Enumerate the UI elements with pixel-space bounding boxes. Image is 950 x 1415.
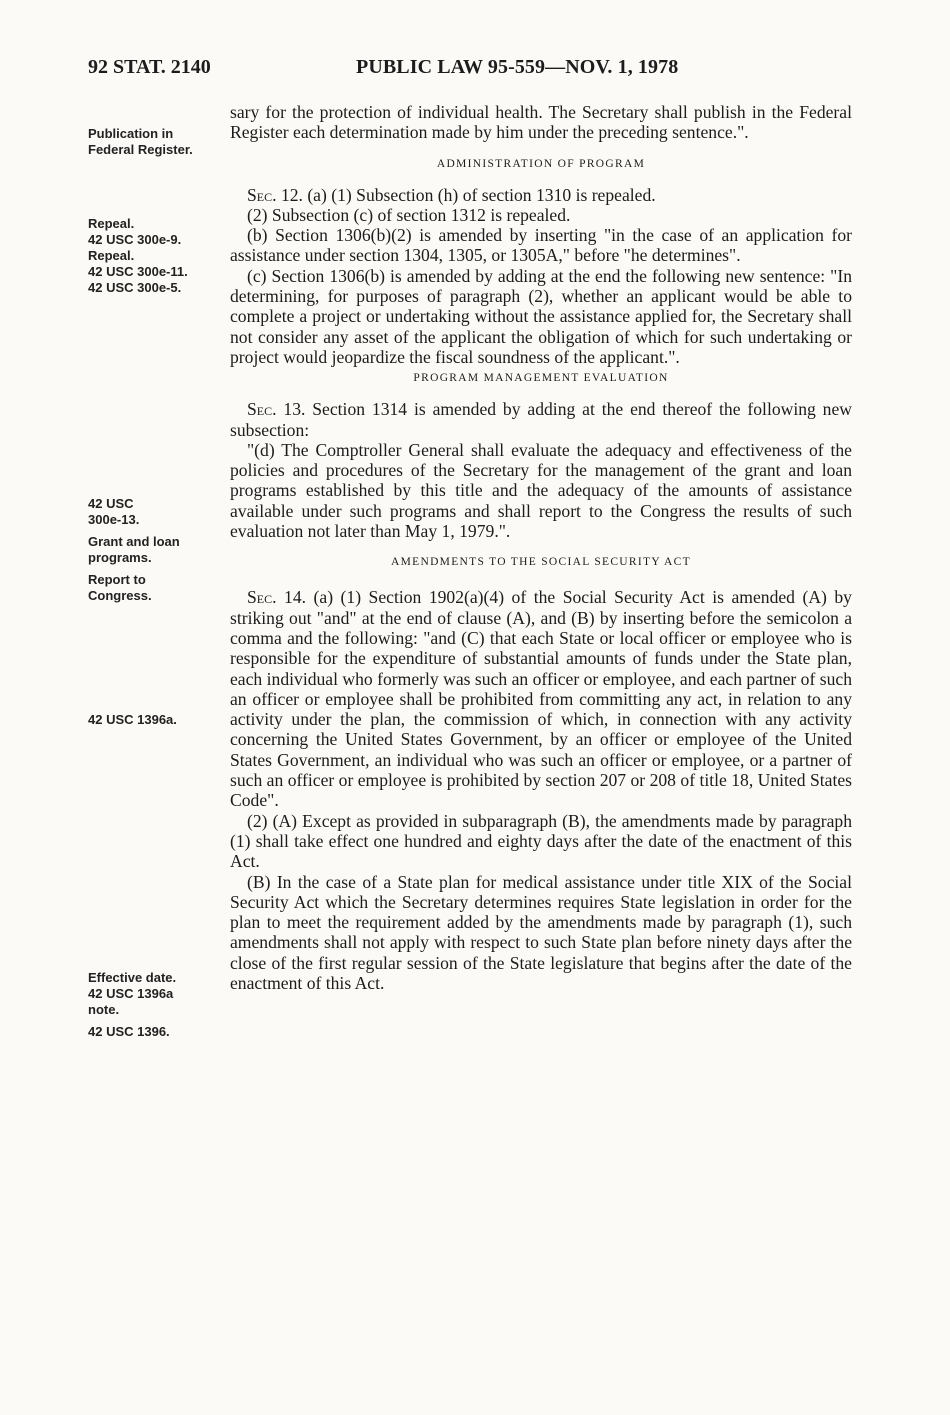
paragraph-text: 12. (a) (1) Subsection (h) of section 1310 is repealed.	[280, 184, 656, 205]
body-text	[230, 102, 852, 993]
margin-note-publication	[88, 126, 218, 158]
margin-note-line: 42 USC 1396.	[88, 1024, 170, 1039]
law-title: PUBLIC LAW 95-559—NOV. 1, 1978	[356, 56, 679, 78]
heading-administration: ADMINISTRATION OF PROGRAM	[436, 157, 646, 170]
paragraph-sec14-a	[230, 587, 852, 810]
margin-note-line: 42 USC 300e-11.	[88, 264, 188, 279]
paragraph-sec13	[230, 399, 852, 440]
heading-social-security: AMENDMENTS TO THE SOCIAL SECURITY ACT	[391, 556, 691, 569]
section-label: Sec.	[247, 587, 277, 608]
paragraph-sec13-d: "(d) The Comptroller General shall evaluate the adequacy and effectiveness of the policies and procedures of the Secretary for the management of the grant and loan programs established by this title and the adequacy of the amounts of assistance available under such programs and shall report to the Congress the results of such evaluation not later than May 1, 1979.".	[230, 439, 852, 542]
paragraph-text: 14. (a) (1) Section 1902(a)(4) of the Social Security Act is amended (A) by striking out "and" at the end of clause (A), and (B) by inserting before the semicolon a comma and the following: "and (C) that each State or local officer or employee who is responsible for the expenditure of substantial amounts of funds under the State plan, each individual who formerly was such an officer or employee, and each partner of such an officer or employee shall be prohibited from committing any act, in relation to any activity under the plan, the commission of which, in connection with any activity concerning the United States Government, by an officer or employee of the United States Government, an individual who was such an officer or employee, or a partner of such an officer or employee is prohibited by section 207 or 208 of title 18, United States Code".	[230, 587, 852, 811]
paragraph-text: 13. Section 1314 is amended by adding at the end thereof the following new subsection:	[230, 399, 852, 440]
paragraph-sec12-a2: (2) Subsection (c) of section 1312 is repealed.	[247, 204, 571, 225]
margin-note-line: 42 USC 300e-9.	[88, 232, 182, 247]
margin-note-line: Grant and loan	[88, 534, 180, 549]
margin-note-line: Federal Register.	[88, 142, 193, 157]
running-header	[88, 56, 853, 86]
heading-evaluation: PROGRAM MANAGEMENT EVALUATION	[413, 372, 669, 385]
paragraph-sec12-b: (b) Section 1306(b)(2) is amended by inserting "in the case of an application for assistance under section 1304, 1305, or 1305A," before "he determines".	[230, 225, 852, 266]
paragraph-sec14-b: (B) In the case of a State plan for medical assistance under title XIX of the Social Security Act which the Secretary determines requires State legislation in order for the plan to meet the requirement added by the amendments made by paragraph (1), such amendments shall not apply with respect to such State plan before ninety days after the close of the first regular session of the State legislature that begins after the date of the enactment of this Act.	[230, 871, 852, 993]
margin-note-line: 300e-13.	[88, 512, 140, 527]
paragraph-intro: sary for the protection of individual health. The Secretary shall publish in the Federal Register each determination made by him under the preceding sentence.".	[230, 102, 852, 143]
margin-note-line: 42 USC 1396a.	[88, 712, 177, 727]
margin-note-line: Congress.	[88, 588, 152, 603]
margin-note-sec14b	[88, 1024, 218, 1040]
margin-note-line: programs.	[88, 550, 152, 565]
margin-note-line: Repeal.	[88, 248, 135, 263]
section-label: Sec.	[247, 184, 277, 205]
margin-note-line: 42 USC	[88, 496, 134, 511]
margin-note-sec14	[88, 712, 218, 728]
paragraph-sec12-c: (c) Section 1306(b) is amended by adding at the end the following new sentence: "In determining, for purposes of paragraph (2), whether an applicant would be able to complete a project or undertaking without the assistance applied for, the Secretary shall not consider any asset of the applicant the obligation of which for such undertaking or project would jeopardize the fiscal soundness of the applicant.".	[230, 265, 852, 367]
margin-note-line: Publication in	[88, 126, 174, 141]
paragraph-sec14-a2: (2) (A) Except as provided in subparagraph (B), the amendments made by paragraph (1) shall take effect one hundred and eighty days after the date of the enactment of this Act.	[230, 810, 852, 872]
margin-note-line: Repeal.	[88, 216, 135, 231]
margin-note-repeal	[88, 216, 218, 296]
margin-note-line: Effective date.	[88, 970, 177, 985]
margin-note-effective-date	[88, 970, 218, 1018]
margin-note-line: 42 USC 1396a	[88, 986, 174, 1001]
margin-note-line: note.	[88, 1002, 120, 1017]
margin-note-sec13	[88, 496, 218, 604]
margin-note-line: 42 USC 300e-5.	[88, 280, 182, 295]
margin-note-line: Report to	[88, 572, 146, 587]
paragraph-sec12-a	[230, 185, 852, 205]
page-reference: 92 STAT. 2140	[88, 56, 211, 78]
section-label: Sec.	[247, 399, 277, 420]
